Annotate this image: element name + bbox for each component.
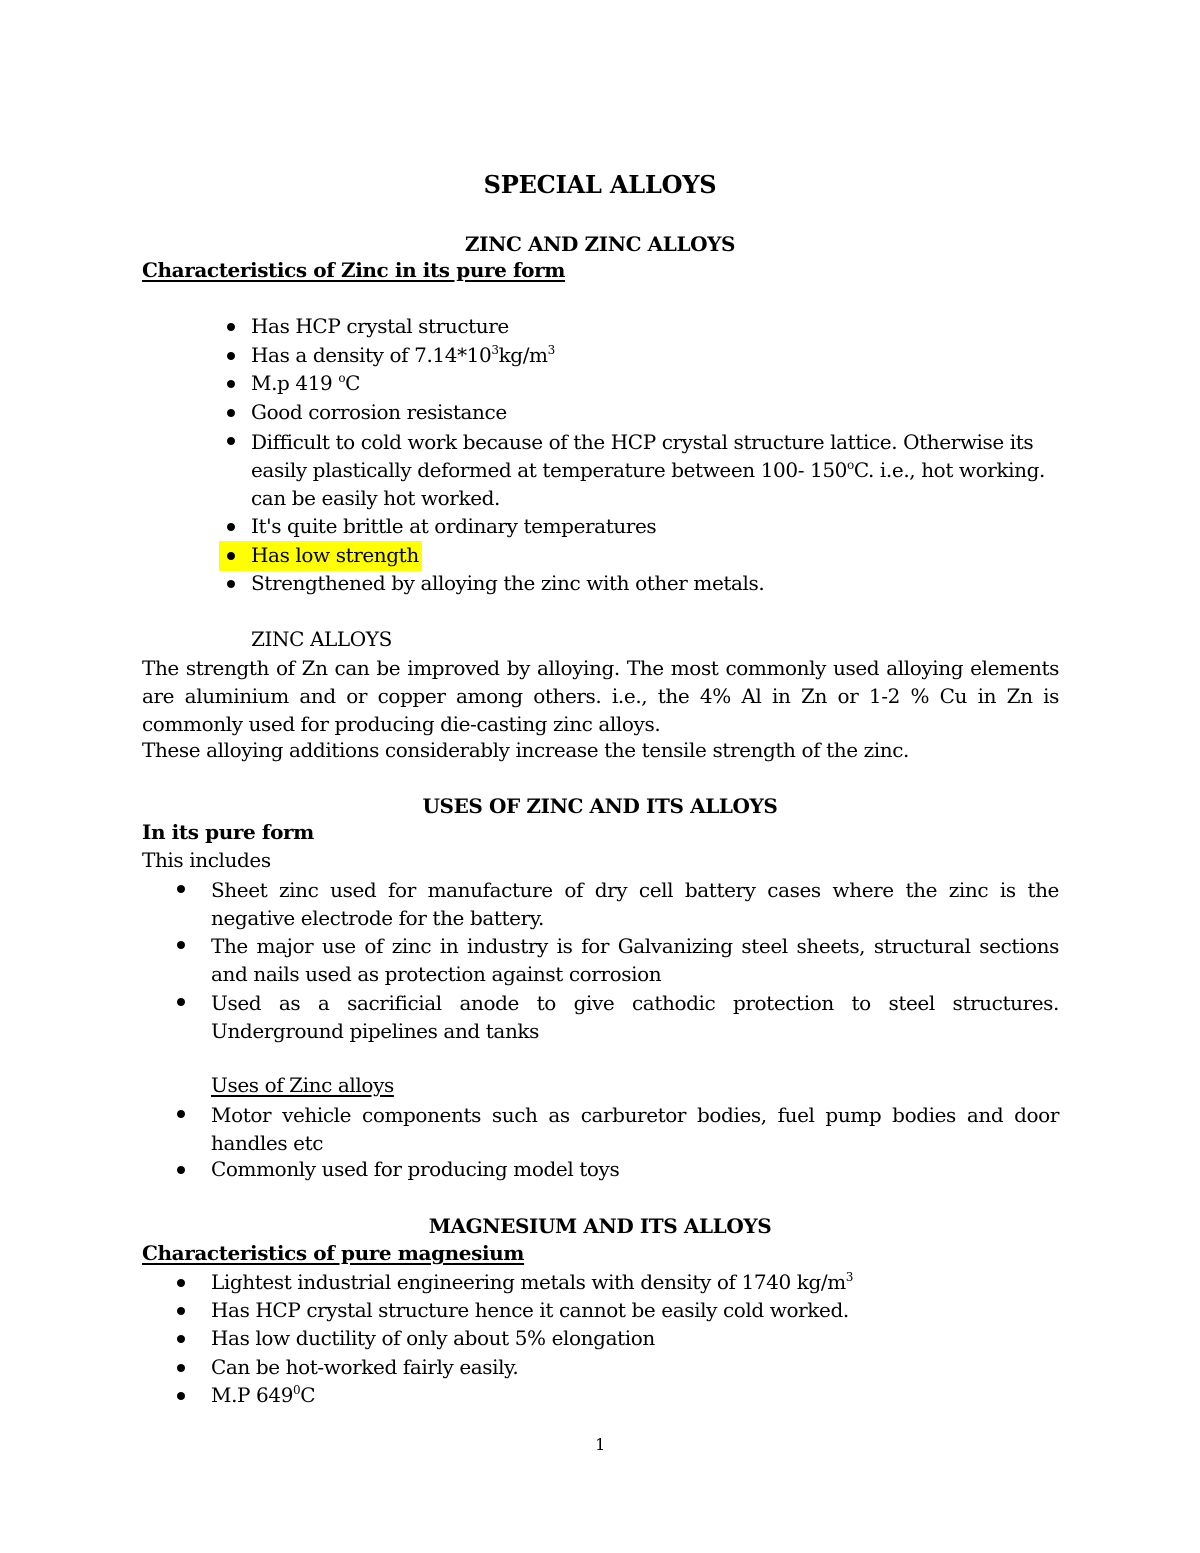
bullet-icon: [227, 580, 235, 588]
list-item: Motor vehicle components such as carburetor bodies, fuel pump bodies and door handles etc: [211, 1103, 1059, 1156]
list-item: Commonly used for producing model toys: [211, 1157, 620, 1181]
list-item: M.p 419 $^o$C: [251, 371, 361, 395]
list-item-highlighted: Has low strength: [251, 543, 419, 567]
bullet-icon: [177, 1279, 185, 1287]
list-item: Good corrosion resistance: [251, 400, 507, 424]
list-item: Used as a sacrificial anode to give cathodic protection to steel structures. Underground pipelines and tanks: [211, 991, 1059, 1044]
zinc-heading: ZINC AND ZINC ALLOYS: [464, 232, 736, 256]
bullet-icon: [177, 1307, 185, 1315]
magnesium-heading: MAGNESIUM AND ITS ALLOYS: [428, 1214, 772, 1238]
zinc-alloys-paragraph-2: These alloying additions considerably increase the tensile strength of the zinc.: [142, 738, 909, 762]
list-item: Strengthened by alloying the zinc with other metals.: [251, 571, 765, 595]
bullet-icon: [227, 380, 235, 388]
page-number: 1: [595, 1435, 605, 1454]
zinc-alloys-uses-heading: Uses of Zinc alloys: [211, 1073, 394, 1097]
bullet-icon: [227, 323, 235, 331]
magnesium-characteristics-heading: Characteristics of pure magnesium: [142, 1241, 525, 1265]
zinc-alloys-heading: ZINC ALLOYS: [251, 627, 392, 651]
bullet-icon: [177, 885, 185, 893]
bullet-icon: [177, 998, 185, 1006]
list-item: Sheet zinc used for manufacture of dry cell battery cases where the zinc is the negative electrode for the battery.: [211, 878, 1059, 931]
list-item: Lightest industrial engineering metals with density of 1740 $kg/m^3$: [211, 1270, 854, 1294]
bullet-icon: [227, 352, 235, 360]
list-item: Difficult to cold work because of the HCP crystal structure lattice. Otherwise its easily plastically deformed at temperature between 100- 150$^o$C. i.e., hot working. can be easily hot worked.: [251, 430, 1045, 511]
list-item: M.P $649^0C$: [211, 1383, 316, 1407]
pure-form-heading: In its pure form: [142, 820, 314, 844]
bullet-icon: [227, 523, 235, 531]
bullet-icon: [177, 1392, 185, 1400]
list-item: Has a density of $7.14*10^3kg/m^3$: [251, 343, 555, 367]
bullet-icon: [227, 437, 235, 445]
bullet-icon: [177, 941, 185, 949]
list-item: Has HCP crystal structure hence it cannot be easily cold worked.: [211, 1298, 849, 1322]
list-item: The major use of zinc in industry is for Galvanizing steel sheets, structural sections and nails used as protection against corrosion: [211, 934, 1059, 987]
includes-text: This includes: [142, 848, 271, 872]
uses-heading: USES OF ZINC AND ITS ALLOYS: [422, 794, 778, 818]
bullet-icon: [177, 1335, 185, 1343]
document-title: SPECIAL ALLOYS: [483, 170, 717, 199]
bullet-icon: [227, 552, 235, 560]
bullet-icon: [177, 1110, 185, 1118]
bullet-icon: [227, 409, 235, 417]
list-item: It's quite brittle at ordinary temperatures: [251, 514, 657, 538]
list-item: Can be hot-worked fairly easily.: [211, 1355, 519, 1379]
list-item: Has HCP crystal structure: [251, 314, 509, 338]
bullet-icon: [177, 1166, 185, 1174]
list-item: Has low ductility of only about 5% elongation: [211, 1326, 655, 1350]
bullet-icon: [177, 1364, 185, 1372]
zinc-characteristics-heading: Characteristics of Zinc in its pure form: [142, 258, 566, 282]
zinc-alloys-paragraph: The strength of Zn can be improved by alloying. The most commonly used alloying elements are aluminium and or copper among others. i.e., the 4% Al in Zn or 1-2 % Cu in Zn is commonly used for producing die-casting zinc alloys.: [142, 656, 1059, 737]
